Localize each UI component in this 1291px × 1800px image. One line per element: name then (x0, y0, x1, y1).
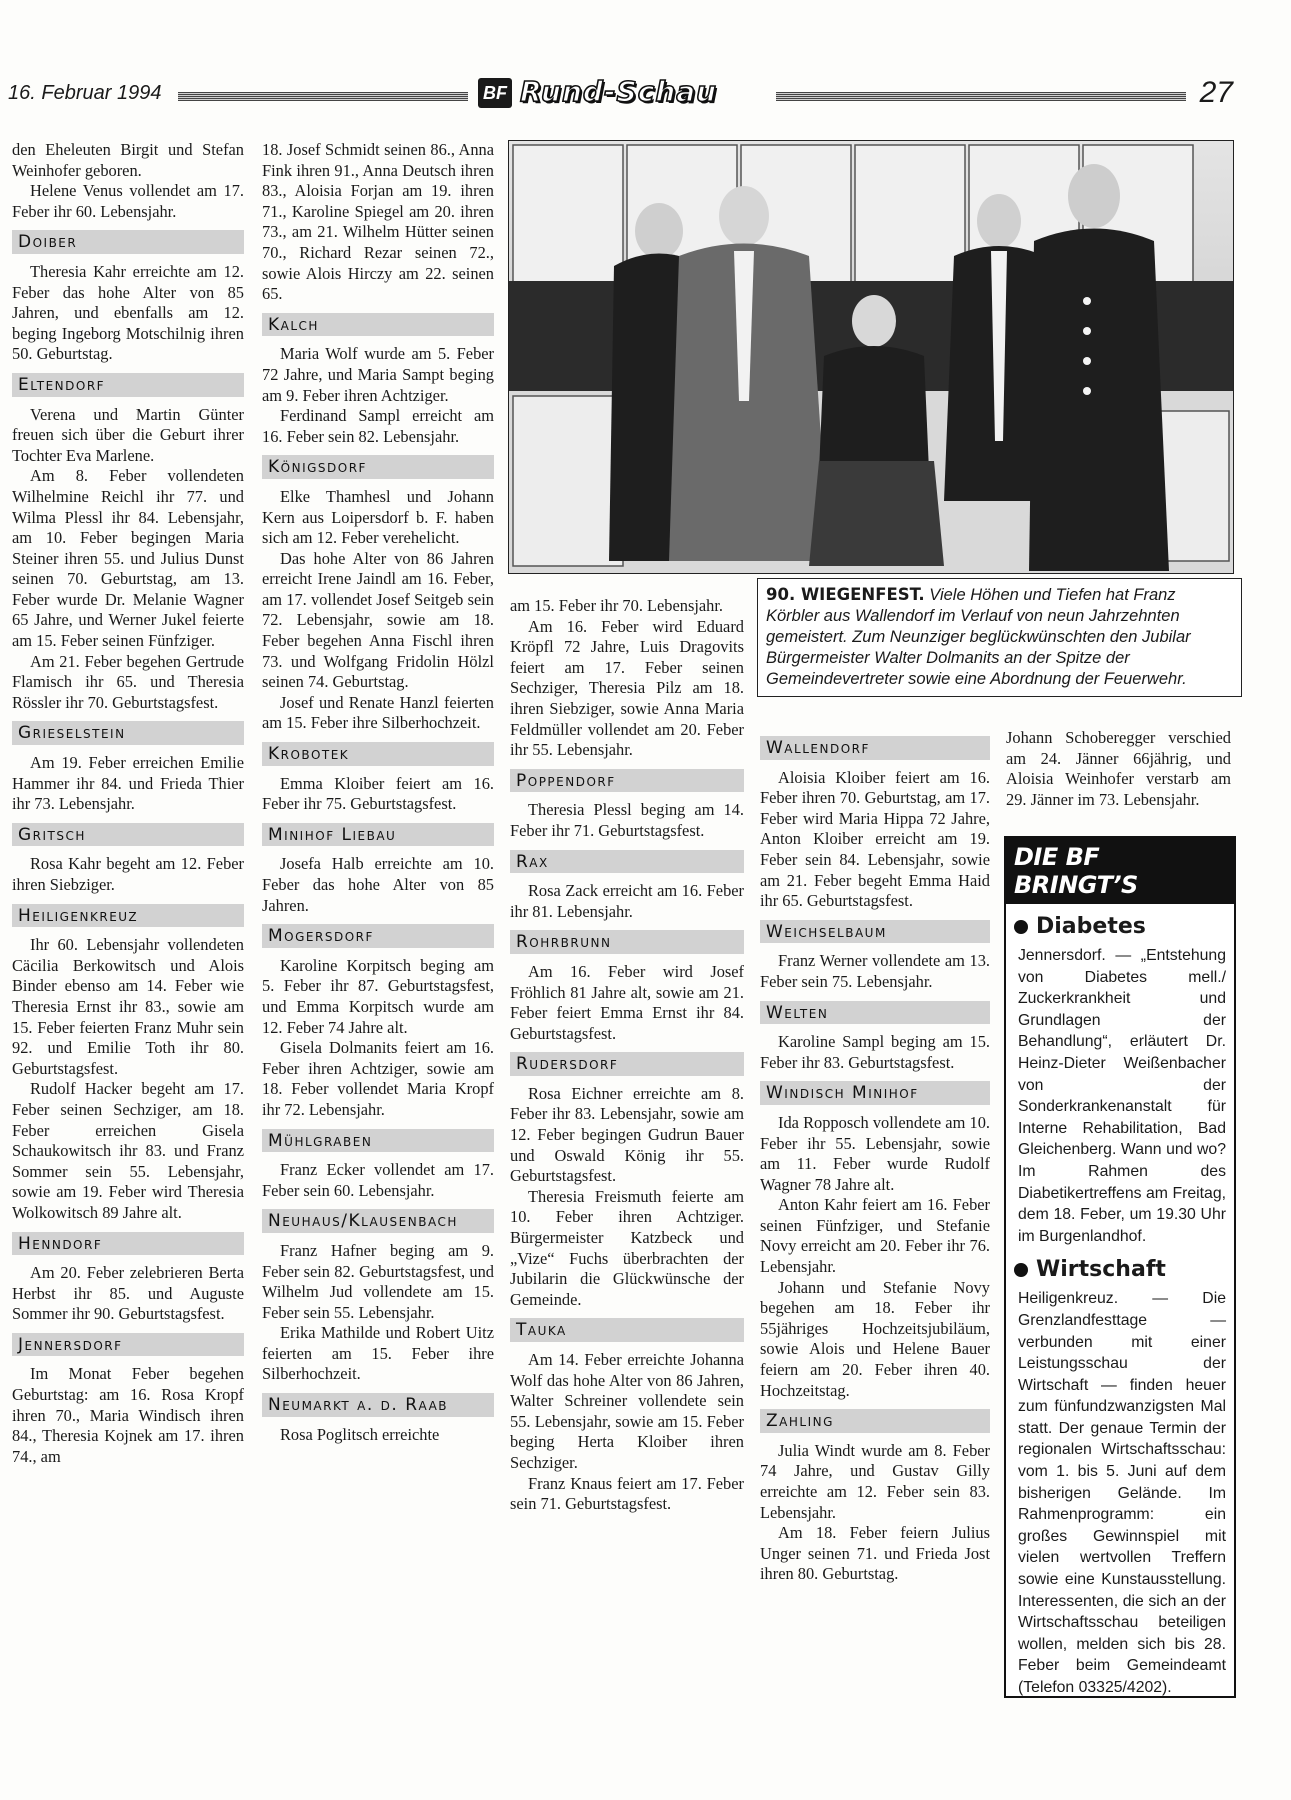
paragraph: Johann Schoberegger verschied am 24. Jänner 66jährig, und Aloisia Weinhofer verstarb am 29. Jänner im 73. Lebensjahr. (1006, 728, 1231, 809)
paragraph: Emma Kloiber feiert am 16. Feber ihr 75. Geburtstagsfest. (262, 773, 494, 814)
place-heading: Rudersdorf (510, 1052, 744, 1076)
paragraph: Am 20. Feber zelebrieren Berta Herbst ihr 85. und Auguste Sommer ihr 90. Geburtstagsfest. (12, 1263, 244, 1324)
group-photo (508, 140, 1234, 574)
paragraph: Am 14. Feber erreichte Johanna Wolf das hohe Alter von 86 Jahren, Walter Schreiner vollendete sein 55. Lebensjahr, sowie am 15. Feber beging Herta Kloiber ihren Sechziger. (510, 1350, 744, 1472)
paragraph: Am 18. Feber feiern Julius Unger seinen 71. und Frieda Jost ihren 80. Geburtstag. (760, 1523, 990, 1584)
paragraph: Rosa Poglitsch erreichte (280, 1424, 440, 1444)
issue-date: 16. Februar 1994 (8, 82, 162, 104)
paragraph: Gisela Dolmanits feiert am 16. Feber ihren Achtziger, sowie am 18. Feber vollendet Maria Kropf ihr 72. Lebensjahr. (262, 1038, 494, 1119)
paragraph: Theresia Plessl beging am 14. Feber ihr 71. Geburtstagsfest. (510, 800, 744, 840)
paragraph: Maria Wolf wurde am 5. Feber 72 Jahre, und Maria Sampt beging am 9. Feber ihren Achtziger. (262, 344, 494, 405)
paragraph: Theresia Kahr erreichte am 12. Feber das hohe Alter von 85 Jahren, und ebenfalls am 12. beging Ingeborg Motschilnig ihren 50. Geburtstag. (12, 261, 244, 364)
paragraph: Franz Hafner beging am 9. Feber sein 82. Geburtstagsfest, und Wilhelm Jud vollendete am 15. Feber sein 55. Lebensjahr. (262, 1240, 494, 1322)
paragraph: Am 16. Feber wird Eduard Kröpfl 72 Jahre, Luis Dragovits feiert am 17. Feber seinen Sechziger, Theresia Pilz am 18. ihren Siebziger, sowie Anna Maria Feldmüller vollendet am 20. Feber ihr 55. Lebensjahr. (510, 616, 744, 760)
paragraph: Josef und Renate Hanzl feierten am 15. Feber ihre Silberhochzeit. (262, 692, 494, 733)
place-heading: Jennersdorf (12, 1333, 244, 1357)
paragraph: Ferdinand Sampl erreicht am 16. Feber sein 82. Lebensjahr. (262, 406, 494, 446)
place-heading: Poppendorf (510, 769, 744, 793)
paragraph: Rosa Zack erreicht am 16. Feber ihr 81. Lebensjahr. (510, 881, 744, 921)
caption-text: Viele Höhen und Tiefen hat Franz Körbler aus Wallendorf im Verlauf von neun Jahrzehnten gemeistert. Zum Neunziger beglückwünschten den Jubilar Bürgermeister Walter Dolmanits an der Spitze der Gemeindevertreter sowie eine Abordnung der Feuerwehr. (766, 586, 1191, 688)
place-heading: Neumarkt a. d. Raab (262, 1393, 494, 1417)
page-header (8, 75, 1233, 112)
paragraph: Franz Ecker vollendet am 17. Feber sein 60. Lebensjahr. (262, 1160, 494, 1200)
box-text-diabetes: Jennersdorf. — „Entstehung von Diabetes mell./ Zuckerkrankheit und Grundlagen der Behandlung“, erläutert Dr. Heinz-Dieter Weißenbacher von der Sonderkrankenanstalt für Interne Rehabilitation, Bad Gleichenberg. Wann und wo? Im Rahmen des Diabetikertreffens am Freitag, dem 18. Feber, um 19.30 Uhr im Burgenlandhof. (1018, 947, 1226, 1245)
paragraph: Rosa Eichner erreichte am 8. Feber ihr 83. Lebensjahr, sowie am 12. Feber begingen Gudrun Bauer und Oswald König ihr 55. Geburtstagsfest. (510, 1083, 744, 1186)
paragraph: Franz Knaus feiert am 17. Feber sein 71. Geburtstagsfest. (510, 1473, 744, 1514)
place-heading: Grieselstein (12, 721, 244, 745)
place-heading: Mogersdorf (262, 924, 494, 948)
place-heading: Welten (760, 1001, 990, 1025)
paragraph: Am 16. Feber wird Josef Fröhlich 81 Jahre alt, sowie am 21. Feber feiert Emma Ernst ihr 84. Geburtstagsfest. (510, 961, 744, 1043)
box-heading-text: Wirtschaft (1036, 1257, 1166, 1283)
paragraph: am 15. Feber ihr 70. Lebensjahr. (510, 596, 724, 615)
paragraph: Erika Mathilde und Robert Uitz feierten am 15. Feber ihre Silberhochzeit. (262, 1323, 494, 1384)
paragraph: Rudolf Hacker begeht am 17. Feber seinen Sechziger, am 18. Feber erreichen Gisela Schaukowitsch ihr 83. und Franz Sommer sein 55. Lebensjahr, sowie am 19. Feber wird Theresia Wolkowitsch 89 Jahre alt. (12, 1079, 244, 1222)
paragraph: Elke Thamhesl und Johann Kern aus Loipersdorf b. F. haben sich am 12. Feber verehelicht. (262, 486, 494, 548)
photo-illustration (509, 141, 1233, 573)
photo-caption (757, 578, 1242, 697)
place-heading: Minihof Liebau (262, 823, 494, 847)
paragraph: Am 21. Feber begehen Gertrude Flamisch ihr 65. und Theresia Rössler ihr 70. Geburtstagsfest. (12, 651, 244, 712)
paragraph: Ihr 60. Lebensjahr vollendeten Cäcilia Berkowitsch und Alois Binder ebenso am 14. Feber wie Theresia Ernst ihr 83., sowie am 15. Feber feierten Franz Muhr sein 92. und Emilie Toth ihr 80. Geburtstagsfest. (12, 935, 244, 1078)
column-5 (1006, 728, 1231, 810)
column-3 (510, 596, 744, 1515)
place-heading: Doiber (12, 230, 244, 254)
header-rule-left (178, 92, 468, 101)
place-heading: Krobotek (262, 742, 494, 766)
paragraph: 18. Josef Schmidt seinen 86., Anna Fink ihren 91., Anna Deutsch ihren 83., Aloisia Forjan am 19. ihren 71., Karoline Spiegel am 20. ihren 73., am 21. Wilhelm Hütter seinen 70., Richard Rezar seinen 72., sowie Alois Hirczy am 22. seinen 65. (262, 140, 494, 304)
bullet-icon (1014, 1263, 1028, 1277)
paragraph: Julia Windt wurde am 8. Feber 74 Jahre, und Gustav Gilly erreichte am 12. Feber sein 83. Lebensjahr. (760, 1440, 990, 1522)
paragraph: Ida Ropposch vollendete am 10. Feber ihr 55. Lebensjahr, sowie am 11. Feber wurde Rudolf Wagner 78 Jahre alt. (760, 1112, 990, 1194)
column-1 (12, 140, 244, 1467)
paragraph: Helene Venus vollendet am 17. Feber ihr 60. Lebensjahr. (12, 181, 244, 221)
paragraph: Anton Kahr feiert am 16. Feber seinen Fünfziger, und Stefanie Novy erreicht am 20. Feber ihr 76. Lebensjahr. (760, 1195, 990, 1277)
paragraph: Das hohe Alter von 86 Jahren erreicht Irene Jaindl am 16. Feber, am 17. vollendet Josef Seitgeb sein 72. Lebensjahr, sowie am 18. Feber begehen Anna Fischl ihren 73. und Wolfgang Fridolin Hölzl seinen 74. Geburtstag. (262, 548, 494, 692)
paragraph: Karoline Sampl beging am 15. Feber ihr 83. Geburtstagsfest. (760, 1032, 990, 1072)
place-heading: Kalch (262, 313, 494, 337)
place-heading: Rohrbrunn (510, 930, 744, 954)
place-heading: Windisch Minihof (760, 1081, 990, 1105)
paragraph: Aloisia Kloiber feiert am 16. Feber ihren 70. Geburtstag, am 17. Feber wird Maria Hippa 72 Jahre, Anton Kloiber erreicht am 19. Feber sein 84. Lebensjahr, sowie am 21. Feber begeht Emma Haid ihr 65. Geburtstagsfest. (760, 767, 990, 911)
column-2 (262, 140, 494, 1445)
box-heading-diabetes (1014, 914, 1228, 939)
place-heading: Heiligenkreuz (12, 904, 244, 928)
header-rule-right (776, 92, 1186, 101)
paragraph: Rosa Kahr begeht am 12. Feber ihren Siebziger. (12, 854, 244, 894)
place-heading: Zahling (760, 1409, 990, 1433)
place-heading: Weichselbaum (760, 920, 990, 944)
place-heading: Wallendorf (760, 736, 990, 760)
paragraph: Am 8. Feber vollendeten Wilhelmine Reichl ihr 77. und Wilma Plessl ihr 84. Lebensjahr, am 10. Feber begingen Maria Steiner ihren 55. und Julius Dunst seinen 70. Geburtstag, am 13. Feber wurde Dr. Melanie Wagner 65 Jahre, und Werner Jukel feierte am 15. Feber seinen Fünfziger. (12, 466, 244, 651)
paragraph: Karoline Korpitsch beging am 5. Feber ihr 87. Geburtstagsfest, und Emma Korpitsch wurde am 12. Feber 74 Jahre alt. (262, 955, 494, 1037)
page-number: 27 (1199, 76, 1233, 109)
paragraph: den Eheleuten Birgit und Stefan Weinhofer geboren. (12, 140, 244, 180)
paragraph: Am 19. Feber erreichen Emilie Hammer ihr 84. und Frieda Thier ihr 73. Lebensjahr. (12, 753, 244, 814)
column-4 (760, 728, 990, 1585)
bullet-icon (1014, 920, 1028, 934)
bf-bringts-box (1004, 836, 1236, 1698)
paragraph: Josefa Halb erreichte am 10. Feber das hohe Alter von 85 Jahren. (262, 854, 494, 915)
place-heading: Königsdorf (262, 455, 494, 479)
paragraph: Franz Werner vollendete am 13. Feber sein 75. Lebensjahr. (760, 951, 990, 991)
paragraph: Theresia Freismuth feierte am 10. Feber ihren Achtziger. Bürgermeister Katzbeck und „Vize“ Fuchs überbrachten der Jubilarin die Glückwünsche der Gemeinde. (510, 1186, 744, 1309)
paragraph: Johann und Stefanie Novy begehen am 18. Feber ihr 55jähriges Hochzeitsjubiläum, sowie Alois und Helene Bauer feiern am 20. Feber ihren 40. Hochzeitstag. (760, 1277, 990, 1400)
place-heading: Mühlgraben (262, 1129, 494, 1153)
box-title: DIE BF BRINGT’S (1006, 838, 1234, 904)
box-heading-text: Diabetes (1036, 914, 1146, 939)
place-heading: Tauka (510, 1318, 744, 1342)
place-heading: Henndorf (12, 1232, 244, 1256)
bf-logo: BF (478, 78, 512, 108)
place-heading: Rax (510, 850, 744, 874)
place-heading: Gritsch (12, 823, 244, 847)
paragraph: Verena und Martin Günter freuen sich über die Geburt ihrer Tochter Eva Marlene. (12, 404, 244, 465)
caption-title: 90. WIEGENFEST. (766, 585, 925, 604)
box-heading-wirtschaft (1014, 1257, 1228, 1282)
box-text-wirtschaft: Heiligenkreuz. — Die Grenzlandfesttage — verbunden mit einer Leistungsschau der Wirtschaft — finden heuer zum fünfundzwanzigsten Mal statt. Der genaue Termin der regionalen Wirtschaftsschau: vom 1. bis 5. Juni auf dem bisherigen Gelände. Im Rahmenprogramm: ein großes Gewinnspiel mit vielen wertvollen Treffern sowie eine Kunstausstellung. Interessenten, die sich an der Wirtschaftsschau beteiligen wollen, melden sich bis 28. Feber beim Gemeindeamt (Telefon 03325/4202). (1018, 1290, 1226, 1696)
place-heading: Eltendorf (12, 373, 244, 397)
place-heading: Neuhaus/Klausenbach (262, 1209, 494, 1233)
section-title: Rund-Schau (520, 75, 718, 108)
paragraph: Im Monat Feber begehen Geburtstag: am 16. Rosa Kropf ihren 70., Maria Windisch ihren 84., Theresia Kojnek am 17. ihren 74., am (12, 1364, 244, 1466)
